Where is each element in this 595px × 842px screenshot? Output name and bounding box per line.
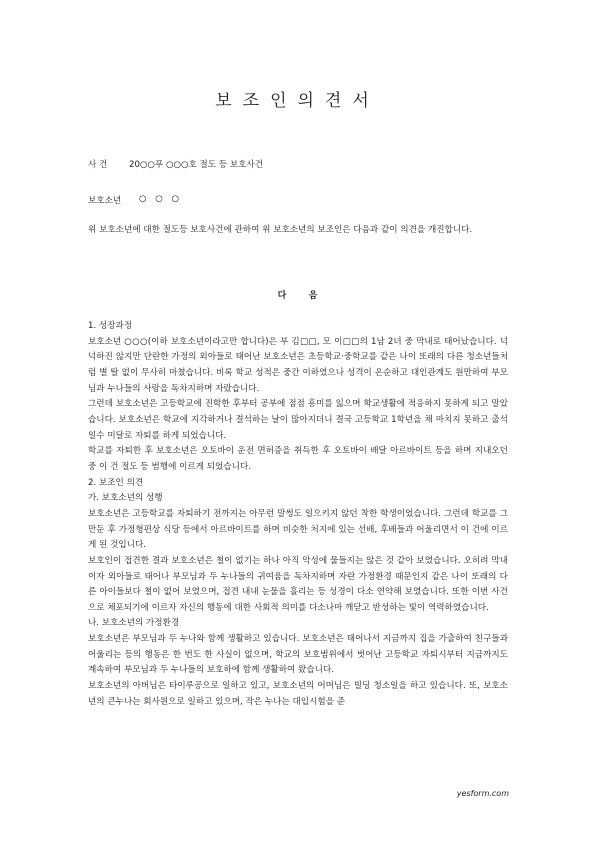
subsection-title-character: 가. 보호소년의 성행: [88, 493, 163, 504]
intro-paragraph: 위 보호소년에 대한 절도등 보호사건에 관하여 위 보호소년의 보조인은 다음과 같이 의견을 개진합니다.: [88, 225, 473, 235]
juvenile-label: 보호소년: [88, 196, 122, 206]
paragraph: 보호소년의 아버님은 타이루공으로 일하고 있고, 보호소년의 어머님은 빌딩 청소일을 하고 있습니다. 또, 보호소년의 큰누나는 회사원으로 일하고 있으며, 작은 누나는 대입시험을 준: [88, 681, 508, 707]
paragraph: 보호소년은 고등학교를 자퇴하기 전까지는 아무런 말썽도 일으키지 않던 착한 학생이었습니다. 그런데 학교를 그만둔 후 가정형편상 식당 등에서 아르바이트를 하며 비슷한 처지에 있는 선배, 후배들과 어울리면서 이 건에 이르게 된 것입니다.: [88, 508, 508, 551]
document-title: 보조인의견서: [215, 91, 380, 111]
paragraph: 보호소년 ○○○(이하 보호소년이라고만 합니다)은 부 김□□, 모 이□□의 1남 2녀 중 막내로 태어났습니다. 넉넉하진 않지만 단란한 가정의 외아들로 태어난 보호소년은 초등학교·중학교를 같은 나이 또래의 다른 청소년들처럼 별 탈 없이 무사히 마쳤습니다. 비록 학교 성적은 중간 이하였으나 성격이 온순하고 대인관계도 원만하여 부모님과 누나들의 사랑을 독차지하며 자랐습니다.: [88, 336, 508, 394]
section-title-growth: 1. 성장과정: [88, 321, 133, 331]
paragraph: 보호인이 접견한 결과 보호소년은 철이 없기는 하나 아직 악성에 물들지는 않은 것 같아 보였습니다. 오히려 막내이자 외아들로 태어나 부모님과 두 누나들의 귀여움을 독차지하며 자란 가정환경 때문인지 같은 나이 또래의 다른 아이들보다 철이 없어 보였으며, 접견 내내 눈물을 흘리는 등 성경이 다소 연약해 보였습니다. 또한 이번 사건으로 체포되기에 이르자 자신의 행동에 대한 사회적 의미를 다소나마 깨닫고 반성하는 빛이 역력하였습니다.: [88, 555, 508, 613]
section-heading: [0, 288, 595, 301]
section-title-opinion: 2. 보조인 의견: [88, 477, 144, 488]
paragraph: 그런데 보호소년은 고등학교에 진학한 후부터 공부에 점점 흥미를 잃으며 학교생활에 적응하지 못하게 되고 말았습니다. 보호소년은 학교에 지각하거나 결석하는 날이 많아지더니 결국 고등학교 1학년을 채 마치지 못하고 출석일수 미달로 자퇴를 하게 되었습니다.: [88, 399, 508, 441]
subsection-title-family: 나. 보호소년의 가정환경: [88, 618, 180, 629]
paragraph: 학교를 자퇴한 후 보호소년은 오토바이 운전 면허증을 취득한 후 오토바이 배달 아르바이트 등을 하며 지내오던 중 이 건 절도 등 범행에 이르게 되었습니다.: [88, 446, 508, 472]
heading-char-2: 음: [308, 291, 318, 301]
juvenile-name: ○ ○ ○: [139, 194, 182, 204]
document-body: [88, 319, 508, 710]
footer-watermark: yesform.com: [456, 789, 509, 798]
heading-char-1: 다: [277, 291, 287, 301]
case-label: 사 건: [88, 160, 108, 170]
paragraph: 보호소년은 부모님과 두 누나와 함께 생활하고 있습니다. 보호소년은 태어나서 지금까지 집을 가출하여 친구들과 어울리는 등의 행동은 한 번도 한 사실이 없으며, 학교의 보호범위에서 벗어난 고등학교 자퇴시부터 지금까지도 계속하여 부모님과 두 누나들의 보호하에 함께 생활하여 왔습니다.: [88, 634, 508, 676]
case-value: 20○○푸 ○○○호 절도 등 보호사건: [129, 160, 264, 170]
